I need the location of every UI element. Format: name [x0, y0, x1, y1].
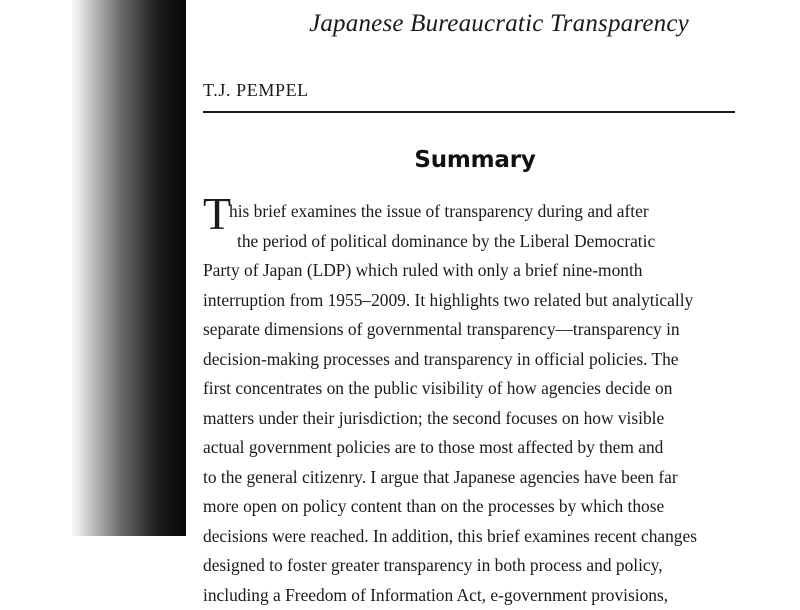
page-left-margin	[0, 0, 72, 536]
summary-line: first concentrates on the public visibility of how agencies decide on	[203, 374, 743, 404]
summary-line: decision-making processes and transparency in official policies. The	[203, 345, 743, 375]
summary-line: interruption from 1955–2009. It highlights two related but analytically	[203, 286, 743, 316]
summary-line: the period of political dominance by the Liberal Democratic	[203, 227, 743, 257]
drop-cap-letter: T	[203, 191, 231, 237]
summary-line: decisions were reached. In addition, this brief examines recent changes	[203, 522, 743, 552]
summary-body	[203, 197, 743, 610]
document-content	[198, 0, 800, 536]
summary-line: more open on policy content than on the processes by which those	[203, 492, 743, 522]
summary-line: separate dimensions of governmental transparency—transparency in	[203, 315, 743, 345]
summary-line: designed to foster greater transparency in both process and policy,	[203, 551, 743, 581]
summary-line: to the general citizenry. I argue that Japanese agencies have been far	[203, 463, 743, 493]
section-heading-summary: Summary	[198, 147, 752, 173]
summary-line: actual government policies are to those most affected by them and	[203, 433, 743, 463]
summary-line: his brief examines the issue of transparency during and after	[203, 197, 743, 227]
summary-paragraph	[203, 197, 743, 610]
page-title: Japanese Bureaucratic Transparency	[198, 0, 800, 38]
summary-line: including a Freedom of Information Act, e-government provisions,	[203, 581, 743, 610]
author-name: T.J. PEMPEL	[203, 80, 800, 101]
summary-line: matters under their jurisdiction; the second focuses on how visible	[203, 404, 743, 434]
scan-dark-edge	[180, 0, 186, 536]
header-divider	[203, 111, 735, 113]
scan-gradient-band	[72, 0, 180, 536]
summary-line: Party of Japan (LDP) which ruled with only a brief nine-month	[203, 256, 743, 286]
